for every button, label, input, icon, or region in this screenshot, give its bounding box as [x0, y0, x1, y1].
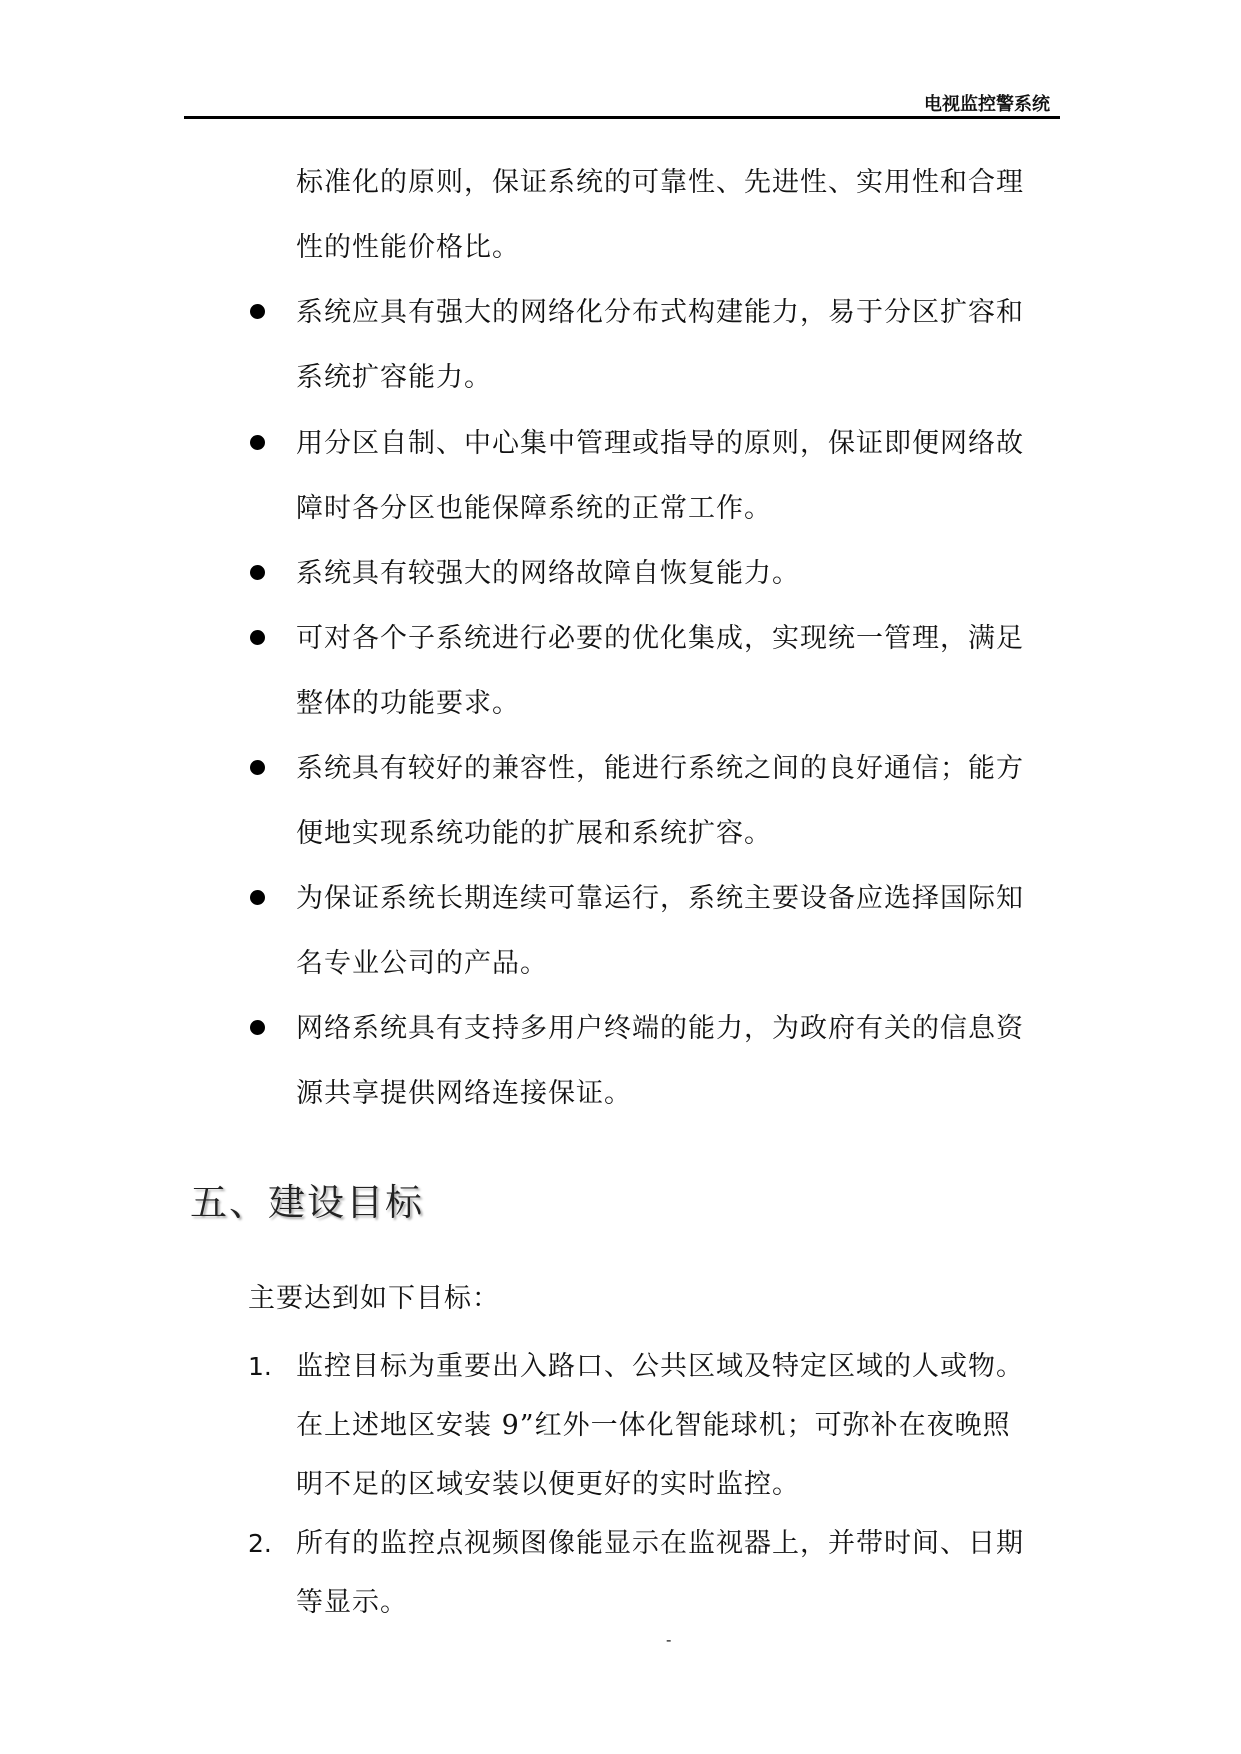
bullet-line: 源共享提供网络连接保证。 [296, 1078, 632, 1109]
header-title: 电视监控警系统 [924, 94, 1050, 115]
bullet-text [296, 541, 1056, 606]
bullet-line: 便地实现系统功能的扩展和系统扩容。 [296, 818, 772, 849]
bullet-text [296, 866, 1056, 996]
bullet-line: 可对各个子系统进行必要的优化集成，实现统一管理，满足 [296, 623, 1024, 654]
page-number: - [666, 1630, 672, 1649]
bullet-dot-icon [250, 890, 265, 905]
numbered-item-text [296, 1337, 1066, 1514]
bullet-line: 系统扩容能力。 [296, 362, 492, 393]
numbered-line: 明不足的区域安装以便更好的实时监控。 [296, 1469, 800, 1500]
continuation-line: 标准化的原则，保证系统的可靠性、先进性、实用性和合理 [296, 167, 1024, 198]
numbered-line: 等显示。 [296, 1587, 408, 1618]
bullet-text [296, 996, 1056, 1126]
numbered-line: 监控目标为重要出入路口、公共区域及特定区域的人或物。 [296, 1351, 1024, 1382]
bullet-dot-icon [250, 304, 265, 319]
bullet-line: 名专业公司的产品。 [296, 948, 548, 979]
bullet-dot-icon [250, 760, 265, 775]
bullet-text [296, 411, 1056, 541]
bullet-dot-icon [250, 565, 265, 580]
bullet-line: 系统应具有强大的网络化分布式构建能力，易于分区扩容和 [296, 297, 1024, 328]
bullet-text [296, 736, 1056, 866]
bullet-line: 为保证系统长期连续可靠运行，系统主要设备应选择国际知 [296, 883, 1024, 914]
bullet-dot-icon [250, 435, 265, 450]
bullet-line: 网络系统具有支持多用户终端的能力，为政府有关的信息资 [296, 1013, 1024, 1044]
bullet-line: 系统具有较强大的网络故障自恢复能力。 [296, 558, 800, 589]
section-heading: 五、建设目标 [190, 1181, 424, 1224]
bullet-line: 用分区自制、中心集中管理或指导的原则，保证即便网络故 [296, 428, 1024, 459]
numbered-line: 在上述地区安装 9”红外一体化智能球机；可弥补在夜晚照 [296, 1410, 1011, 1441]
item-number: 1. [248, 1352, 272, 1381]
bullet-dot-icon [250, 1020, 265, 1035]
numbered-item-text [296, 1514, 1066, 1632]
bullet-line: 障时各分区也能保障系统的正常工作。 [296, 493, 772, 524]
continuation-line: 性的性能价格比。 [296, 232, 520, 263]
bullet-text [296, 280, 1056, 410]
bullet-line: 整体的功能要求。 [296, 688, 520, 719]
bullet-line: 系统具有较好的兼容性，能进行系统之间的良好通信；能方 [296, 753, 1024, 784]
bullet-dot-icon [250, 630, 265, 645]
section-intro: 主要达到如下目标： [248, 1283, 500, 1314]
numbered-line: 所有的监控点视频图像能显示在监视器上，并带时间、日期 [296, 1528, 1024, 1559]
continuation-paragraph [296, 150, 1056, 280]
page-header [184, 84, 1060, 119]
item-number: 2. [248, 1529, 272, 1558]
bullet-text [296, 606, 1056, 736]
